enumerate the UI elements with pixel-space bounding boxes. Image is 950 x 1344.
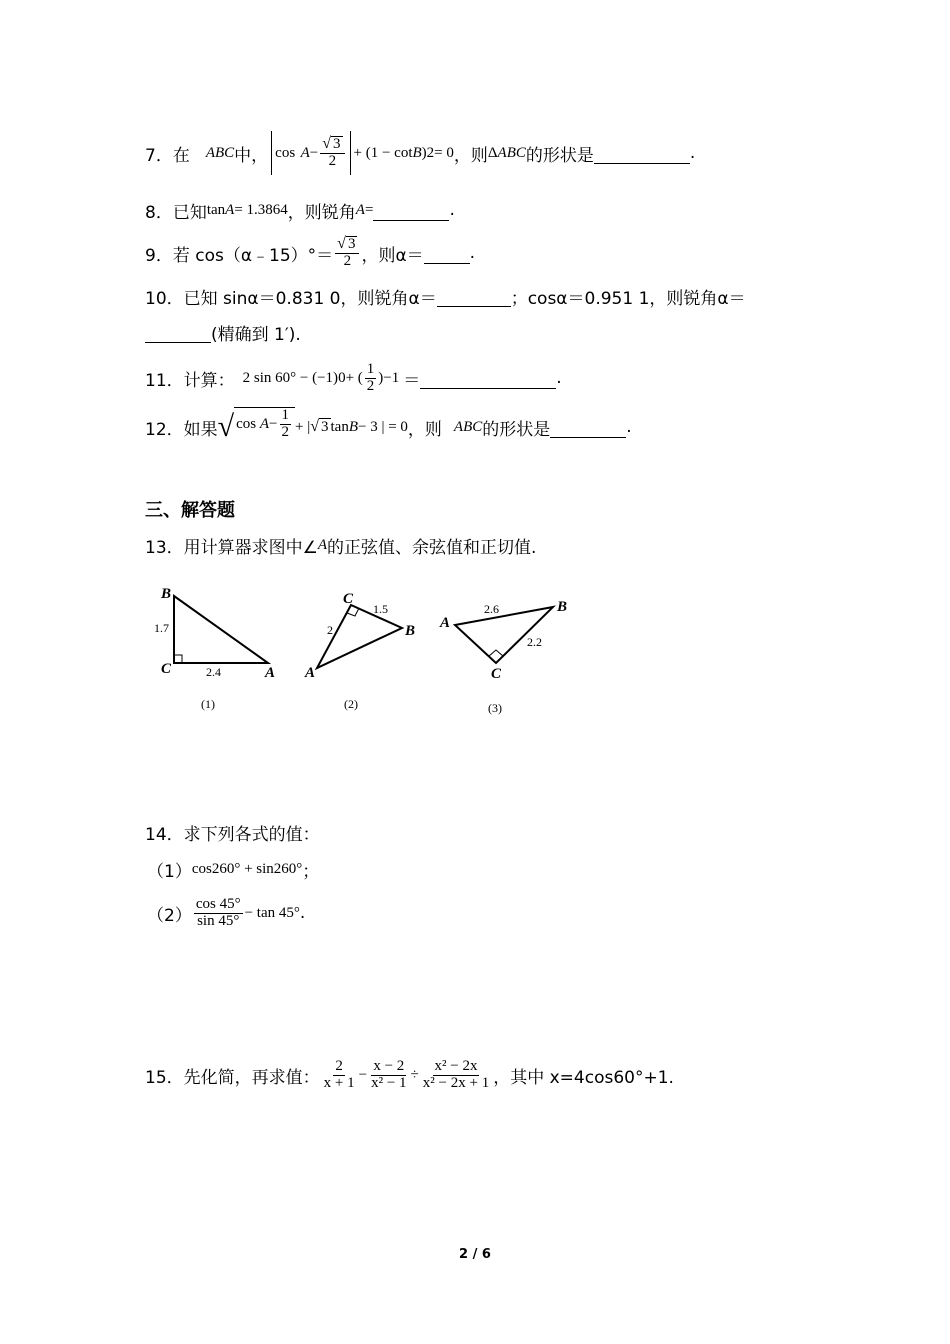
fig3-label-C: C bbox=[491, 666, 502, 682]
question-11: 11．计算： 2 sin 60° − (−1) 0 + ( $\frac{1}{2}$ ) −1 ＝ . bbox=[145, 360, 562, 394]
q8-then: ，则锐角 bbox=[287, 202, 356, 223]
q7-cos: cos bbox=[275, 144, 296, 161]
q7-zhong: 中， bbox=[234, 145, 269, 166]
q14-p2-frac bbox=[194, 897, 243, 930]
q12-number: 12．如果 bbox=[145, 419, 218, 440]
q12-radical: √ cos A − $\frac{1}{2}$ bbox=[218, 407, 295, 447]
q15-frac2 bbox=[369, 1059, 408, 1092]
q11-plus: + ( bbox=[345, 369, 363, 386]
q12-two: 2 bbox=[281, 423, 289, 440]
q9-sqrt3: 3 bbox=[347, 236, 356, 253]
question-14 bbox=[145, 820, 320, 844]
q15-then: ，其中 x=4cos60°+1. bbox=[493, 1067, 674, 1088]
fig2-side-ac: 2 bbox=[327, 623, 333, 637]
q14-p2-rest: − tan 45° bbox=[244, 904, 300, 921]
fig1-label-A: A bbox=[265, 665, 276, 681]
fig1-label-C: C bbox=[161, 661, 172, 677]
q8-number: 8．已知 bbox=[145, 202, 207, 223]
q7-tri2: ABC bbox=[497, 144, 526, 161]
q14-p2-label: （2） bbox=[147, 905, 192, 926]
q7-sq: 2 bbox=[426, 144, 435, 161]
section-heading: 三、解答题 bbox=[145, 500, 235, 521]
q7-end: . bbox=[689, 143, 696, 163]
q8-A2: A bbox=[355, 201, 365, 218]
q14-p1-rest2: 60° bbox=[281, 860, 303, 877]
q9-text: 9．若 cos（α﹣15）°＝ bbox=[145, 245, 334, 266]
q14-p1-sup2: 2 bbox=[273, 860, 282, 877]
fig3-side-ab: 2.6 bbox=[484, 602, 499, 616]
q12-rest: − 3 | = 0 bbox=[358, 418, 408, 435]
q15-frac3 bbox=[421, 1059, 491, 1092]
question-14-part2 bbox=[147, 890, 305, 936]
fig2-side-cb: 1.5 bbox=[373, 602, 388, 616]
q11-number: 11．计算： bbox=[145, 370, 235, 391]
fig2-label-C: C bbox=[343, 591, 354, 607]
q8-value: = 1.3864 bbox=[234, 201, 288, 218]
q12-B: B bbox=[348, 418, 358, 435]
q15-f2n: x − 2 bbox=[373, 1057, 405, 1074]
q12-then: ，则 bbox=[407, 419, 442, 440]
q12-sqrt3: 3 bbox=[321, 419, 329, 435]
figure-1 bbox=[154, 586, 275, 711]
fig3-right-angle bbox=[489, 650, 503, 656]
q7-two: 2 bbox=[328, 153, 337, 170]
fig1-side-bc: 1.7 bbox=[154, 621, 169, 635]
q14-p1-rest: 60° + sin bbox=[219, 860, 274, 877]
fig2-label-B: B bbox=[405, 623, 416, 639]
q15-f1n: 2 bbox=[335, 1057, 343, 1074]
q9-end: . bbox=[469, 243, 476, 263]
fig1-label-B: B bbox=[161, 586, 172, 602]
q14-p2-end: . bbox=[299, 903, 306, 923]
q13-A: A bbox=[317, 536, 328, 553]
q7-number: 7．在 bbox=[145, 145, 190, 166]
q11-supm1: −1 bbox=[383, 369, 400, 386]
q14-p2-num: cos 45° bbox=[195, 895, 241, 912]
q9-then: ，则α＝ bbox=[361, 245, 424, 266]
q8-tan: tan bbox=[206, 201, 226, 218]
q12-end: . bbox=[626, 417, 632, 437]
q11-one: 1 bbox=[366, 360, 375, 377]
q7-eq0: = 0 bbox=[434, 144, 454, 161]
q8-eq: = bbox=[364, 201, 374, 218]
q13-rest: 的正弦值、余弦值和正切值. bbox=[327, 537, 537, 558]
q12-A: A bbox=[259, 415, 270, 432]
q11-sup0: 0 bbox=[338, 369, 346, 386]
q15-f2d: x² − 1 bbox=[371, 1074, 407, 1091]
q7-triangle: ABC bbox=[205, 144, 235, 161]
figure-2 bbox=[304, 591, 415, 711]
q10-line2: (精确到 1′). bbox=[211, 324, 301, 345]
q7-sqrt3: 3 bbox=[333, 136, 341, 153]
q11-end: . bbox=[556, 368, 562, 388]
q7-B: B bbox=[412, 144, 422, 161]
fig1-side-ca: 2.4 bbox=[206, 665, 221, 679]
q14-p1-end: ； bbox=[302, 861, 320, 882]
question-15 bbox=[145, 1052, 674, 1098]
fig1-right-angle bbox=[174, 655, 182, 663]
q12-shape: 的形状是 bbox=[482, 419, 551, 440]
q11-expr1: 2 sin 60° − (−1) bbox=[242, 369, 339, 386]
q7-shape: 的形状是 bbox=[525, 145, 594, 166]
fig3-label-A: A bbox=[440, 615, 451, 631]
fig3-side-bc: 2.2 bbox=[527, 635, 542, 649]
q10-line1: 10．已知 sinα＝0.831 0，则锐角α＝ bbox=[145, 288, 437, 309]
fig1-caption: (1) bbox=[201, 697, 215, 711]
q7-plus-expr: + (1 − cot bbox=[353, 144, 413, 161]
q15-number: 15．先化简，再求值： bbox=[145, 1067, 320, 1088]
figure-3 bbox=[439, 599, 567, 715]
q15-f1d: x + 1 bbox=[323, 1074, 355, 1091]
q12-one: 1 bbox=[281, 407, 289, 423]
fig3-caption: (3) bbox=[488, 701, 502, 715]
q7-frac: √ 3 2 bbox=[320, 136, 344, 170]
q11-two: 2 bbox=[366, 377, 375, 394]
q15-f3d: x² − 2x + 1 bbox=[422, 1074, 490, 1091]
q13-text: 13．用计算器求图中∠ bbox=[145, 537, 318, 558]
q7-minus: − bbox=[309, 144, 319, 161]
q14-p1-expr: cos bbox=[191, 860, 212, 877]
q12-minus: − bbox=[269, 415, 278, 432]
q9-two: 2 bbox=[343, 253, 352, 270]
q14-p1-sup: 2 bbox=[211, 860, 220, 877]
q10-mid: ；cosα＝0.951 1，则锐角α＝ bbox=[510, 288, 746, 309]
q7-delta: Δ bbox=[487, 144, 498, 161]
q12-cos: cos bbox=[236, 415, 257, 432]
q12-tri: ABC bbox=[453, 418, 483, 435]
q9-frac: √ 3 2 bbox=[335, 236, 359, 270]
q15-f3n: x² − 2x bbox=[434, 1057, 478, 1074]
fig2-caption: (2) bbox=[344, 697, 358, 711]
page-number: 2 / 6 bbox=[459, 1247, 491, 1262]
question-12: 12．如果 √ cos A − $\frac{1}{2}$ + | √ 3 tan B − 3 | = 0 ，则 ABC 的形状是 . bbox=[145, 404, 632, 450]
q12-plus: + | bbox=[295, 418, 311, 435]
question-14-part1 bbox=[147, 856, 319, 882]
q8-end: . bbox=[449, 200, 455, 220]
q14-p2-den: sin 45° bbox=[197, 912, 240, 929]
q15-frac1 bbox=[322, 1059, 357, 1092]
q12-tan: tan bbox=[330, 418, 349, 435]
fig1-triangle bbox=[174, 596, 268, 663]
q14-text: 14．求下列各式的值： bbox=[145, 824, 320, 845]
q7-paren-end: ) bbox=[421, 144, 427, 161]
q7-A: A bbox=[300, 144, 310, 161]
q11-eq: ＝ bbox=[403, 370, 421, 391]
q14-p1-label: （1） bbox=[147, 861, 192, 882]
q15-div: ÷ bbox=[410, 1066, 419, 1083]
fig2-label-A: A bbox=[305, 665, 316, 681]
q15-minus: − bbox=[358, 1066, 368, 1083]
q8-A: A bbox=[225, 201, 235, 218]
q7-then: ，则 bbox=[453, 145, 488, 166]
fig3-label-B: B bbox=[557, 599, 568, 615]
